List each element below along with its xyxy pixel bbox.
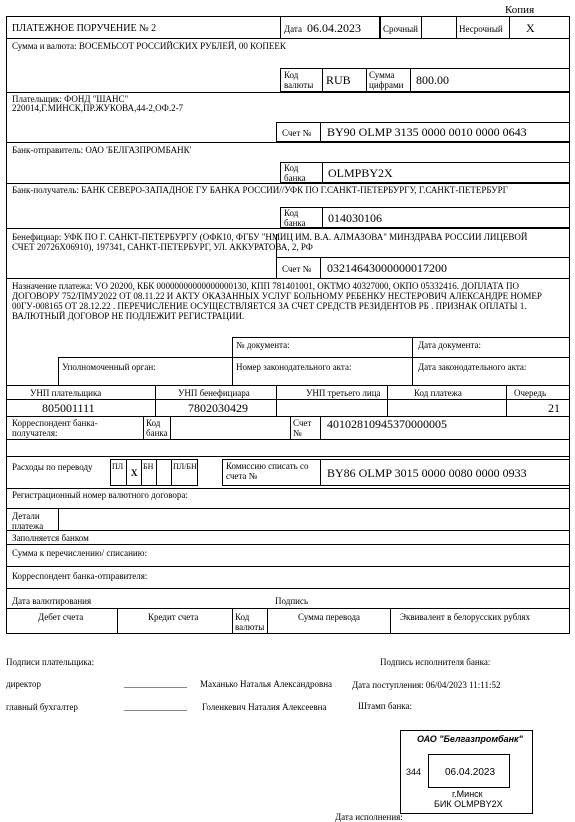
currency-contract-label: Регистрационный номер валютного договора: [12, 490, 188, 500]
payer-signatures-title: Подписи плательщика: [6, 657, 95, 667]
expenses-label: Расходы по переводу [12, 462, 93, 472]
receiver-bank-code-label: Код банка [284, 208, 306, 228]
director-role: директор [6, 679, 41, 689]
expenses-bn: БН [143, 462, 154, 471]
currency-code-header: Код валюты [235, 612, 265, 632]
value-date-label: Дата валютирования [12, 596, 92, 606]
unp-beneficiary-value: 7802030429 [188, 401, 248, 415]
accountant-blank: ______________ [124, 702, 187, 712]
correspondent-account: 40102810945370000005 [327, 417, 447, 431]
amount-digits: 800.00 [416, 73, 449, 87]
commission-label: Комиссию списать со счета № [226, 461, 309, 481]
sender-bank-code-label: Код банка [284, 163, 306, 183]
sender-correspondent-label: Корреспондент банка-отправителя: [12, 571, 148, 581]
payer-account: BY90 OLMP 3135 0000 0010 0000 0643 [327, 125, 527, 139]
receiver-bank-code: 014030106 [328, 211, 382, 225]
beneficiary-account-label: Счет № [282, 264, 312, 274]
unp-payer-value: 805001111 [42, 401, 95, 415]
director-blank: ______________ [124, 679, 187, 689]
date-value: 06.04.2023 [307, 21, 361, 35]
payer-name: Плательщик: ФОНД "ШАНС" [12, 94, 129, 104]
queue-value: 21 [548, 401, 560, 415]
credit-header: Кредит счета [148, 612, 199, 622]
stamp-bank-name: ОАО "Белгазпромбанк" [417, 734, 523, 744]
amount-digits-label: Сумма цифрами [369, 70, 404, 90]
nonurgent-mark: Х [526, 21, 535, 35]
commission-account: BY86 OLMP 3015 0000 0080 0000 0933 [327, 466, 527, 480]
sender-bank: Банк-отправитель: ОАО 'БЕЛГАЗПРОМБАНК' [12, 145, 192, 155]
execution-date-label: Дата исполнения: [335, 812, 403, 822]
correspondent-code-label: Код банка [146, 418, 168, 438]
director-name: Маханько Наталья Александровна [200, 679, 333, 689]
authority-label: Уполномоченный орган: [62, 362, 156, 372]
currency-code-label: Код валюты [284, 70, 314, 90]
date-label: Дата [284, 24, 302, 34]
expenses-plbn: ПЛ/БН [173, 462, 197, 471]
payer-account-label: Счет № [282, 128, 312, 138]
expenses-pl-mark: Х [131, 468, 138, 478]
details-label: Детали платежа [12, 511, 44, 531]
unp-third-label: УНП третьего лица [306, 388, 381, 398]
payer-address: 220014,Г.МИНСК,ПР.ЖУКОВА,44-2,ОФ.2-7 [12, 103, 184, 113]
beneficiary: Бенефициар: УФК ПО Г. САНКТ-ПЕТЕРБУРГУ (ОФК10, ФГБУ "НМИЦ ИМ. В.А. АЛМАЗОВА" МИНЗДРАВА РОССИИ ЛИЦЕВОЙ СЧЕТ 20726Х06910), 197341, САНКТ-ПЕТЕРБУРГ, УЛ. АККУРАТОВА, 2, РФ [12, 232, 528, 252]
unp-beneficiary-label: УНП бенефициара [178, 388, 250, 398]
payment-code-label: Код платежа [414, 388, 462, 398]
doc-number-label: № документа: [236, 340, 290, 350]
stamp-label: Штамп банка: [358, 701, 412, 711]
queue-label: Очередь [514, 388, 547, 398]
beneficiary-account: 03214643000000017200 [327, 261, 447, 275]
stamp-number: 344 [406, 767, 422, 777]
nonurgent-label: Несрочный [459, 24, 503, 34]
copy-label: Копия [505, 4, 535, 16]
correspondent-label: Корреспондент банка-получателя: [12, 418, 98, 438]
unp-payer-label: УНП плательщика [30, 388, 102, 398]
sender-bank-code: OLMPBY2X [328, 166, 393, 180]
currency-code: RUB [326, 73, 351, 87]
stamp-date: 06.04.2023 [445, 767, 496, 778]
amount-words: Сумма и валюта: ВОСЕМЬСОТ РОССИЙСКИХ РУБЛЕЙ, 00 КОПЕЕК [12, 41, 286, 51]
act-date-label: Дата законодательного акта: [418, 362, 527, 372]
doc-date-label: Дата документа: [418, 340, 481, 350]
accountant-name: Голенкевич Наталия Алексеевна [202, 702, 327, 712]
expenses-pl: ПЛ [112, 462, 124, 471]
urgent-label: Срочный [383, 24, 418, 34]
transfer-sum-header: Сумма перевода [298, 612, 361, 622]
stamp-bik: БИК OLMPBY2X [434, 799, 503, 809]
debit-header: Дебет счета [38, 612, 84, 622]
transfer-amount-label: Сумма к перечислению/ списанию: [12, 548, 147, 558]
correspondent-account-label: Счет № [293, 418, 312, 438]
receipt-date: Дата поступления: 06/04/2023 11:11:52 [352, 680, 501, 690]
signature-label: Подпись [275, 596, 309, 606]
document-title: ПЛАТЕЖНОЕ ПОРУЧЕНИЕ № 2 [12, 23, 157, 34]
receiver-bank: Банк-получатель: БАНК СЕВЕРО-ЗАПАДНОЕ ГУ БАНКА РОССИИ//УФК ПО Г.САНКТ-ПЕТЕРБУРГУ, Г.САНКТ-ПЕТЕРБУРГ [12, 185, 508, 195]
bank-fills-label: Заполняется банком [12, 533, 89, 543]
accountant-role: главный бухгалтер [6, 702, 78, 712]
bank-signature-title: Подпись исполнителя банка: [380, 657, 491, 667]
payment-purpose: Назначение платежа: VO 20200, КБК 00000000000000000130, КПП 781401001, OKTMO 40327000, ОКПО 05332416. ДОПЛАТА ПО ДОГОВОРУ 752/ПМУ2022 ОТ 08.11.22 И АКТУ ОКАЗАННЫХ УСЛУГ БОЛЬНОМУ РЕБЕНКУ НЕСТЕРОВИЧ АЛЕКСАНДРЕ НОМЕР 00ГУ-008165 ОТ 28.12.22 . ПЕРЕЧИСЛЕНИЕ ОСУЩЕСТВЛЯЕТСЯ ЗА СЧЕТ СРЕДСТВ РЕЗИДЕНТОВ РБ . ПРИЗНАК ОПЛАТЫ 1. ВАЛЮТНЫЙ ДОГОВОР НЕ ПОДЛЕЖИТ РЕГИСТРАЦИИ. [12, 281, 542, 321]
byn-equiv-header: Эквивалент в белорусских рублях [400, 612, 531, 622]
act-number-label: Номер законодательного акта: [236, 362, 352, 372]
stamp-city: г.Минск [452, 789, 483, 799]
